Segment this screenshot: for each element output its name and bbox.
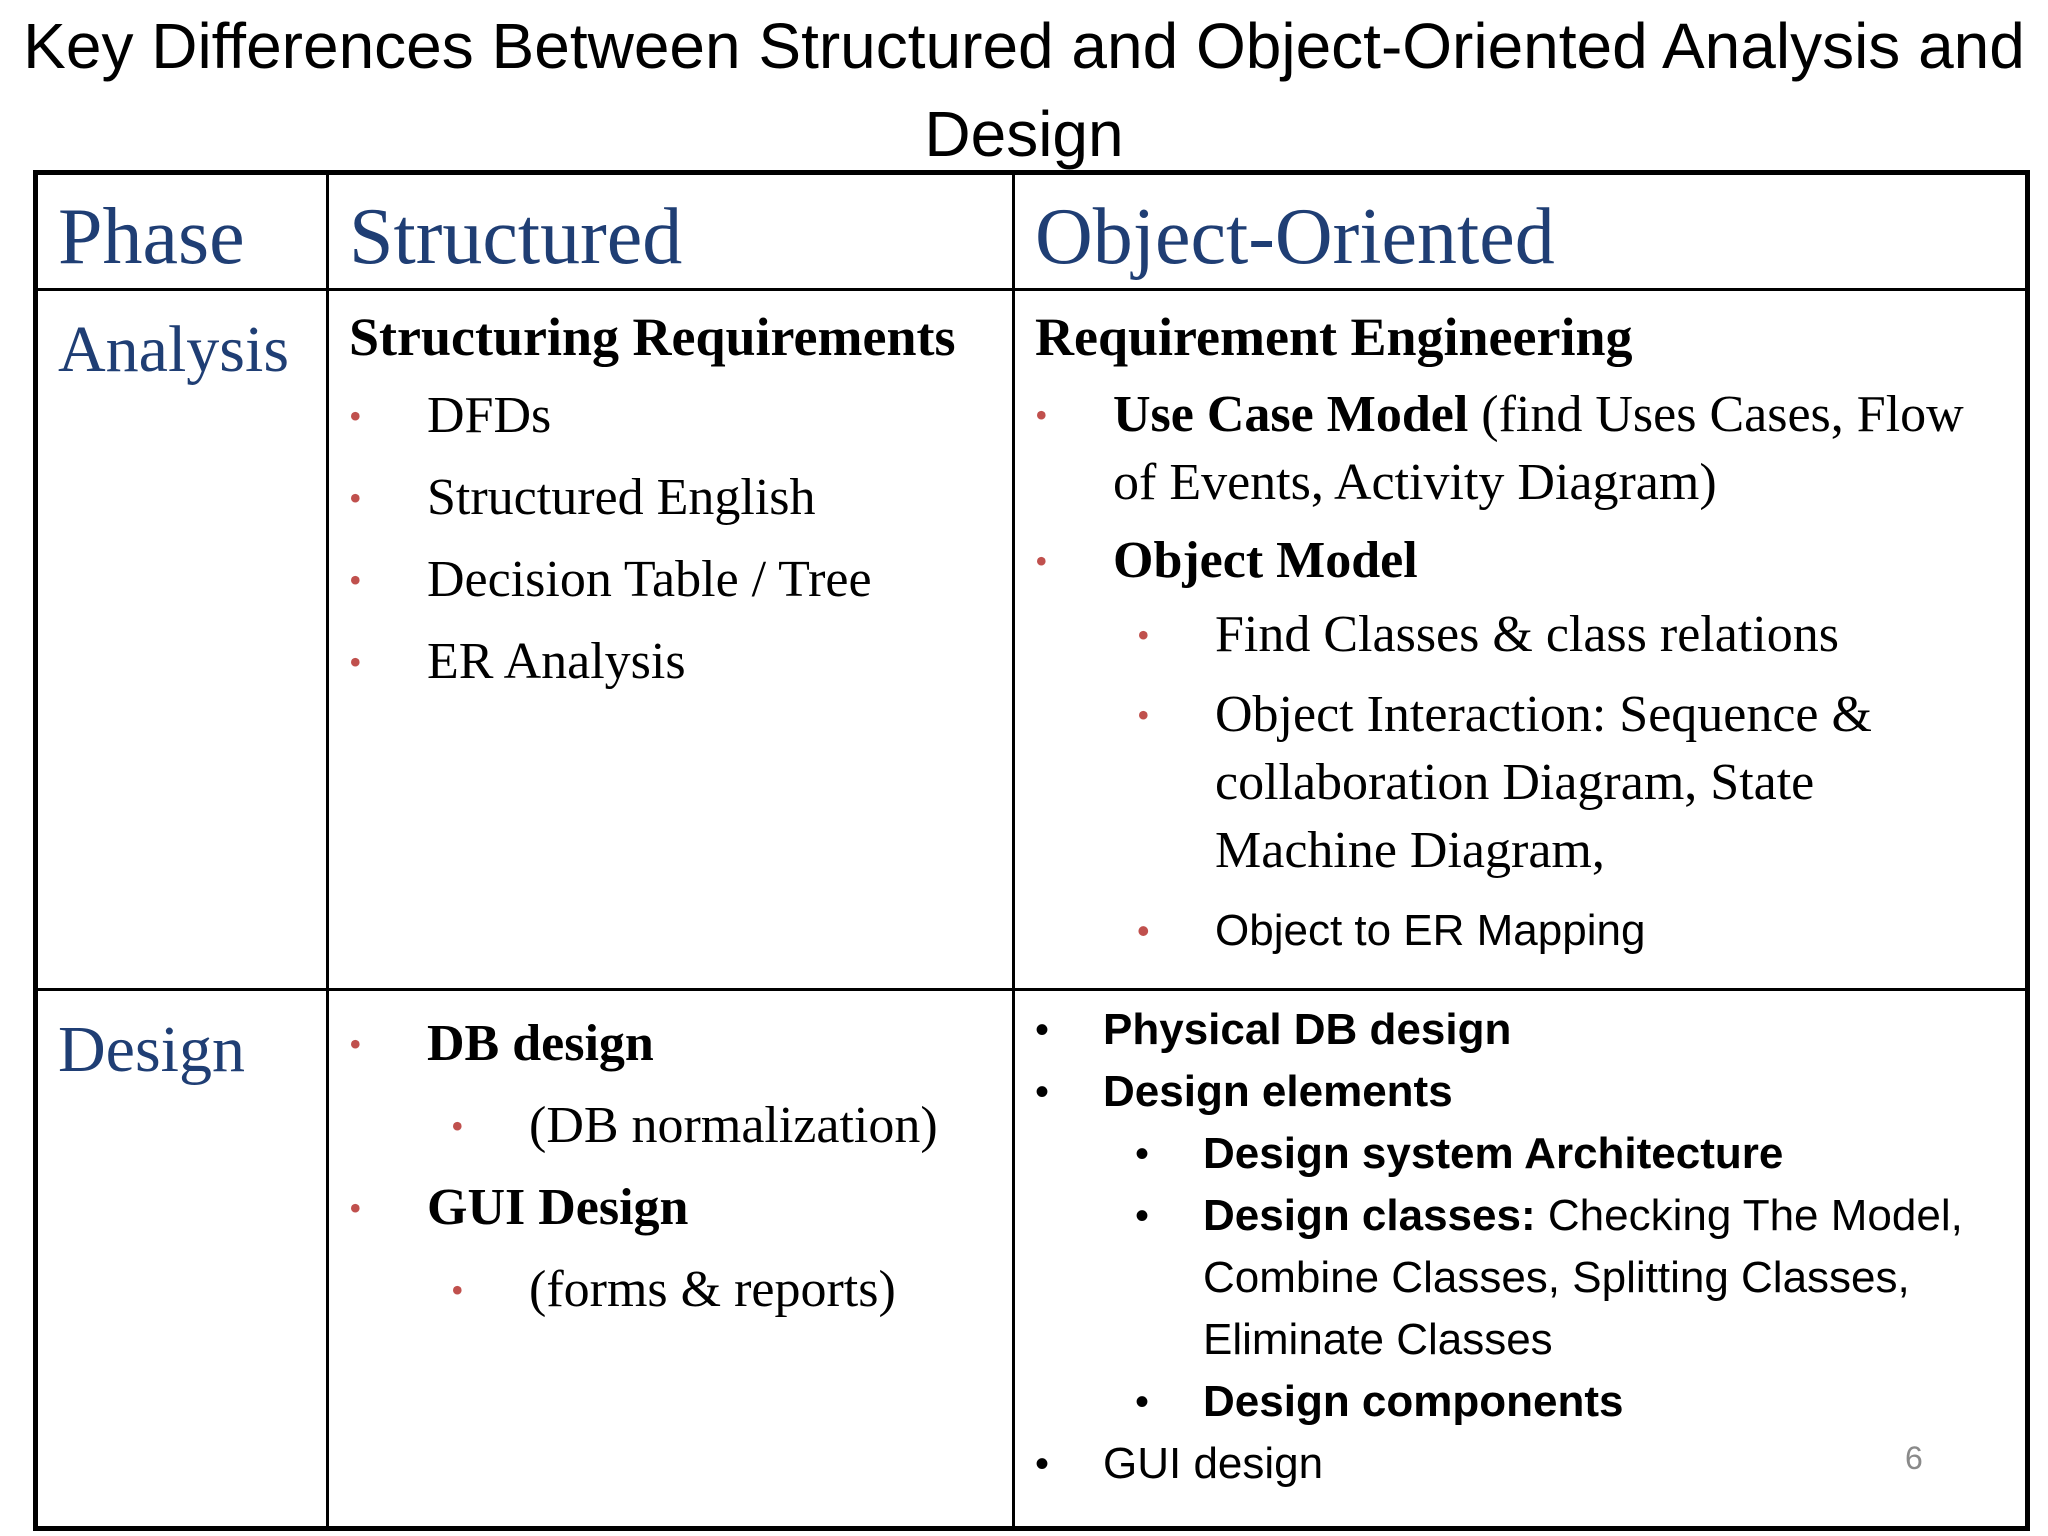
list-item: • DFDs	[349, 381, 1012, 451]
bullet-icon: •	[349, 560, 362, 600]
design-row	[36, 990, 2028, 1529]
list-item: • GUI Design • (forms & reports)	[349, 1173, 1012, 1325]
list-item: • Use Case Model (find Uses Cases, Flow of Events, Activity Diagram)	[1035, 381, 1985, 517]
list-item: • Design classes: Checking The Model, Combine Classes, Splitting Classes, Eliminate Classes	[1135, 1185, 1985, 1371]
page-number: 6	[1905, 1440, 1923, 1476]
bullet-icon: •	[451, 1270, 464, 1310]
bullet-icon: •	[1135, 1380, 1150, 1424]
requirement-engineering-heading: Requirement Engineering	[1035, 307, 1633, 367]
design-structured-cell	[328, 990, 1014, 1529]
design-phase-cell	[36, 990, 328, 1529]
bullet-icon: •	[1035, 1008, 1050, 1052]
analysis-phase-cell	[36, 290, 328, 990]
list-item: • Design system Architecture	[1135, 1123, 1985, 1185]
phase-design: Design	[58, 1013, 245, 1086]
bullet-icon: •	[1035, 1070, 1050, 1114]
list-item: • Object to ER Mapping	[1137, 897, 1985, 965]
analysis-row	[36, 290, 2028, 990]
header-phase: Phase	[58, 193, 245, 281]
bullet-icon: •	[1135, 1194, 1150, 1238]
list-item: • (forms & reports)	[451, 1255, 1012, 1325]
list-item	[1035, 527, 1985, 965]
structured-analysis-list	[349, 381, 1012, 697]
bullet-icon: •	[1035, 541, 1048, 581]
bullet-icon: •	[451, 1106, 464, 1146]
comparison-table	[33, 170, 2030, 1531]
list-item: • (DB normalization)	[451, 1091, 1012, 1161]
structured-design-list	[349, 1009, 1012, 1325]
bullet-icon: •	[349, 1188, 362, 1228]
bullet-icon: •	[1137, 910, 1150, 951]
bullet-icon: •	[349, 396, 362, 436]
db-design-sublist	[451, 1091, 1012, 1161]
gui-design-sublist	[451, 1255, 1012, 1325]
list-item: • Structured English	[349, 463, 1012, 533]
list-item: • DB design • (DB normalization)	[349, 1009, 1012, 1161]
table-header-row	[36, 173, 2028, 290]
header-structured-cell	[328, 173, 1014, 290]
list-item: • ER Analysis	[349, 627, 1012, 697]
list-item: • Decision Table / Tree	[349, 545, 1012, 615]
bullet-icon: •	[1135, 1132, 1150, 1176]
bullet-icon: •	[1137, 695, 1150, 735]
list-item: • Find Classes & class relations	[1137, 601, 1985, 669]
bullet-icon: •	[349, 1024, 362, 1064]
slide-title: Key Differences Between Structured and Object-Oriented Analysis and Design	[23, 10, 2025, 170]
bullet-icon: •	[349, 642, 362, 682]
use-case-model-label: Use Case Model	[1113, 386, 1469, 443]
analysis-oo-cell	[1014, 290, 2028, 990]
bullet-icon: •	[1035, 1442, 1050, 1486]
bullet-icon: •	[1035, 395, 1048, 435]
design-elements-sublist	[1135, 1123, 1985, 1433]
header-phase-cell	[36, 173, 328, 290]
bullet-icon: •	[349, 478, 362, 518]
bullet-icon: •	[1137, 615, 1150, 655]
phase-analysis: Analysis	[58, 313, 289, 386]
header-oo-cell	[1014, 173, 2028, 290]
object-model-label: Object Model	[1113, 532, 1418, 589]
structuring-requirements-heading: Structuring Requirements	[349, 307, 956, 367]
list-item: • GUI design	[1035, 1433, 1985, 1495]
oo-design-list	[1035, 999, 1985, 1495]
object-model-sublist	[1137, 601, 1985, 965]
list-item: • Object Interaction: Sequence & collaboration Diagram, State Machine Diagram,	[1137, 681, 1985, 885]
list-item: • Design elements • Design system Architecture • Design classes: Checking The Model, Combine Classes, Splitting Classes, Eliminate Classes • Design components	[1035, 1061, 1985, 1433]
design-oo-cell	[1014, 990, 2028, 1529]
header-object-oriented: Object-Oriented	[1035, 193, 1555, 281]
analysis-structured-cell	[328, 290, 1014, 990]
list-item: • Physical DB design	[1035, 999, 1985, 1061]
oo-analysis-list	[1035, 381, 1985, 965]
header-structured: Structured	[349, 193, 683, 281]
list-item: • Design components	[1135, 1371, 1985, 1433]
